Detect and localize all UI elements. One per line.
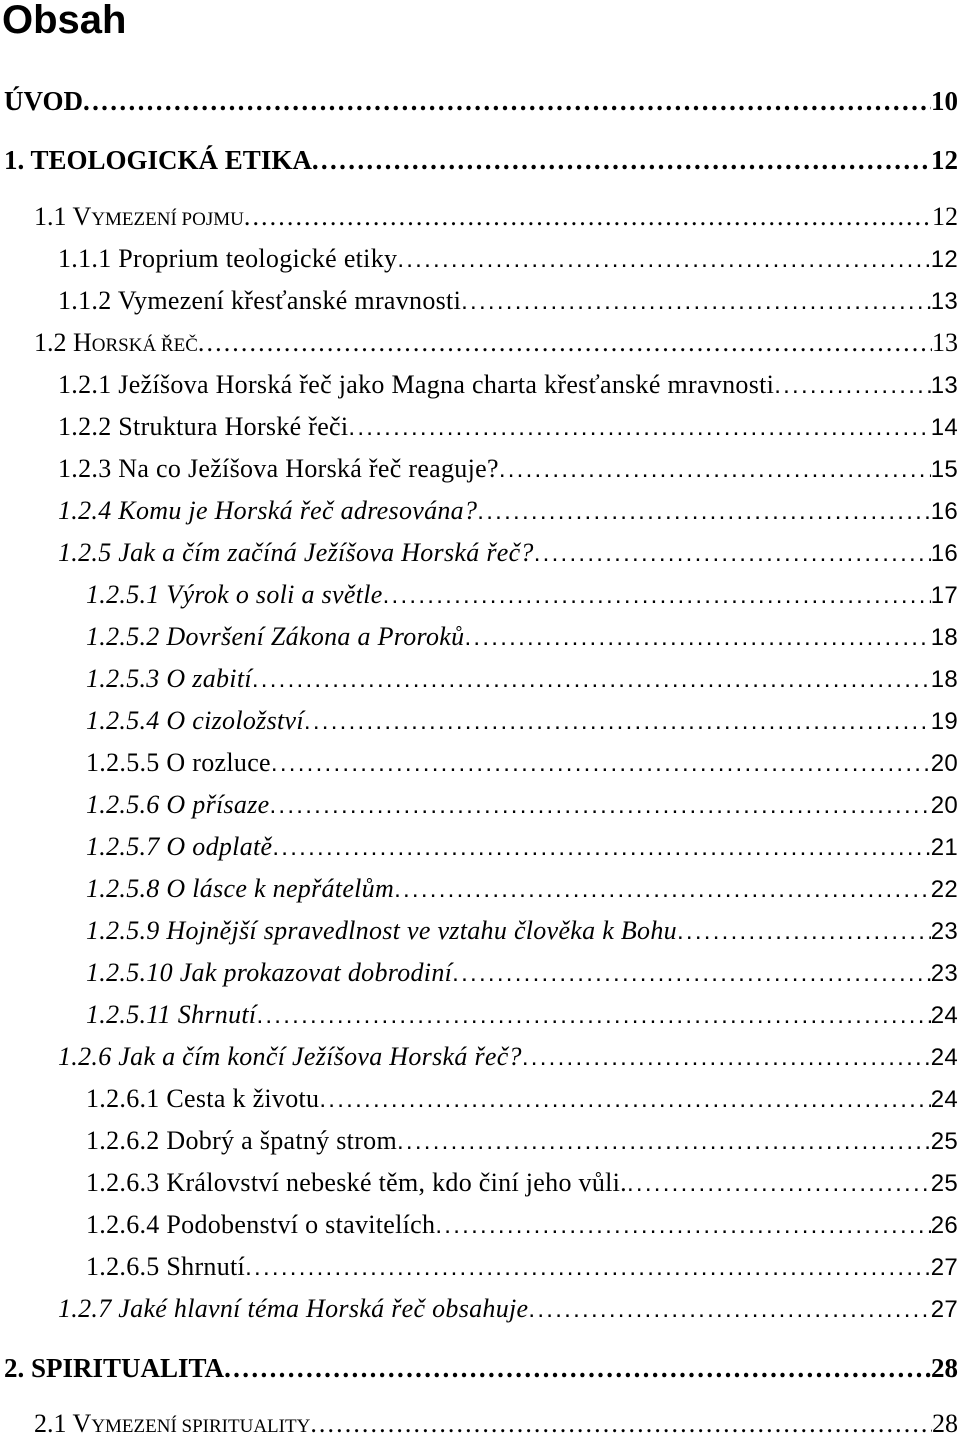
toc-page-number: 26 xyxy=(930,1212,958,1239)
toc-page-number: 16 xyxy=(930,498,958,525)
toc-label-part: 1.2 H xyxy=(34,328,92,357)
toc-label: 1.2.5.2 Dovršení Zákona a Proroků xyxy=(86,622,465,651)
toc-page-number: 24 xyxy=(930,1086,958,1113)
toc-page-number: 28 xyxy=(932,1409,958,1438)
toc-label: 1.2.6.2 Dobrý a špatný strom xyxy=(86,1126,397,1155)
toc-entry-jak-zacina[interactable] xyxy=(58,538,958,572)
toc-entry-kralovstvi-nebeske[interactable] xyxy=(86,1168,958,1202)
toc-page-number: 25 xyxy=(930,1170,958,1197)
toc-label: 1.2.6.3 Království nebeské těm, kdo činí jeho vůli. xyxy=(86,1168,627,1197)
toc-page-number: 27 xyxy=(930,1254,958,1281)
toc-label: 1.2.5.11 Shrnutí xyxy=(86,1000,257,1029)
toc-label xyxy=(34,1409,310,1442)
toc-page-number: 18 xyxy=(930,624,958,651)
dot-leader xyxy=(271,749,931,779)
toc-label: 1.2.5.3 O zabití xyxy=(86,664,252,693)
toc-entry-o-zabiti[interactable] xyxy=(86,664,958,698)
toc-entry-dovrseni-zakona[interactable] xyxy=(86,622,958,656)
toc-label-part: 2.1 V xyxy=(34,1409,92,1438)
toc-label-smallcaps: YMEZENÍ SPIRITUALITY xyxy=(91,1416,311,1437)
toc-entry-dobrodini[interactable] xyxy=(86,958,958,992)
toc-label: 1.2.5.4 O cizoložství xyxy=(86,706,304,735)
toc-entry-shrnuti-2[interactable] xyxy=(86,1252,958,1286)
toc-entry-uvod[interactable] xyxy=(4,86,958,120)
dot-leader xyxy=(256,1001,930,1031)
toc-label xyxy=(34,202,244,235)
toc-entry-vymezeni-spirituality[interactable] xyxy=(34,1409,958,1443)
toc-page-number: 13 xyxy=(930,372,958,399)
toc-page-number: 25 xyxy=(930,1128,958,1155)
toc-entry-teologicka-etika[interactable] xyxy=(4,145,958,179)
toc-entry-magna-charta[interactable] xyxy=(58,370,958,404)
dot-leader xyxy=(244,202,932,232)
toc-page-number: 28 xyxy=(931,1353,958,1383)
dot-leader xyxy=(319,1085,930,1115)
dot-leader xyxy=(522,1043,931,1073)
toc-entry-cesta-k-zivotu[interactable] xyxy=(86,1084,958,1118)
toc-label: 1.1.2 Vymezení křesťanské mravnosti xyxy=(58,286,462,315)
dot-leader xyxy=(464,623,930,653)
dot-leader xyxy=(477,497,930,527)
toc-page-number: 24 xyxy=(930,1044,958,1071)
toc-label: 1.2.1 Ježíšova Horská řeč jako Magna charta křesťanské mravnosti xyxy=(58,370,775,399)
toc-entry-hlavni-tema[interactable] xyxy=(58,1294,958,1328)
toc-page-number: 21 xyxy=(930,834,958,861)
toc-label: 1.2.5.1 Výrok o soli a světle xyxy=(86,580,383,609)
toc-label: 1.2.4 Komu je Horská řeč adresována? xyxy=(58,496,478,525)
dot-leader xyxy=(774,371,931,401)
toc-entry-o-odplate[interactable] xyxy=(86,832,958,866)
dot-leader xyxy=(534,539,931,569)
toc-page-number: 10 xyxy=(931,86,958,116)
toc-label: 1.2.5 Jak a čím začíná Ježíšova Horská řeč? xyxy=(58,538,534,567)
toc-entry-komu-adresovana[interactable] xyxy=(58,496,958,530)
toc-entry-spiritualita[interactable] xyxy=(4,1353,958,1387)
toc-page-number: 15 xyxy=(930,456,958,483)
toc-entry-sul-svetlo[interactable] xyxy=(86,580,958,614)
toc-page-number: 24 xyxy=(930,1002,958,1029)
dot-leader xyxy=(198,328,932,358)
toc-label-smallcaps: ORSKÁ ŘEČ xyxy=(91,335,198,356)
dot-leader xyxy=(397,245,930,275)
dot-leader xyxy=(270,791,931,821)
toc-label: 1.2.5.10 Jak prokazovat dobrodiní xyxy=(86,958,453,987)
dot-leader xyxy=(397,1127,931,1157)
toc-label-part: 1.1 V xyxy=(34,202,92,231)
toc-label: 1.2.5.5 O rozluce xyxy=(86,748,271,777)
toc-label: 1.2.5.7 O odplatě xyxy=(86,832,273,861)
toc-entry-na-co-reaguje[interactable] xyxy=(58,454,958,488)
dot-leader xyxy=(677,917,931,947)
toc-label: 1.2.3 Na co Ježíšova Horská řeč reaguje? xyxy=(58,454,499,483)
dot-leader xyxy=(272,833,930,863)
toc-entry-o-rozluce[interactable] xyxy=(86,748,958,782)
dot-leader xyxy=(394,875,931,905)
toc-label xyxy=(34,328,198,361)
toc-label: ÚVOD xyxy=(4,86,83,116)
toc-label: 1.2.5.9 Hojnější spravedlnost ve vztahu člověka k Bohu xyxy=(86,916,677,945)
toc-label: 1.1.1 Proprium teologické etiky xyxy=(58,244,398,273)
toc-page-number: 17 xyxy=(930,582,958,609)
page-title: Obsah xyxy=(2,0,127,42)
toc-page-number: 12 xyxy=(932,202,958,231)
toc-label: 1.2.6.4 Podobenství o stavitelích xyxy=(86,1210,436,1239)
toc-page-number: 12 xyxy=(931,145,958,175)
toc-entry-horska-rec[interactable] xyxy=(34,328,958,362)
toc-page-number: 20 xyxy=(930,792,958,819)
toc-label: 1.2.6.5 Shrnutí xyxy=(86,1252,246,1281)
toc-entry-vymezeni-mravnosti[interactable] xyxy=(58,286,958,320)
toc-entry-jak-konci[interactable] xyxy=(58,1042,958,1076)
dot-leader xyxy=(383,581,931,611)
toc-label: 1.2.6.1 Cesta k životu xyxy=(86,1084,320,1113)
dot-leader xyxy=(224,1353,931,1383)
toc-page-number: 13 xyxy=(930,288,958,315)
dot-leader xyxy=(461,287,931,317)
toc-entry-proprium[interactable] xyxy=(58,244,958,278)
toc-label: 1. TEOLOGICKÁ ETIKA xyxy=(4,145,312,175)
toc-label: 1.2.5.8 O lásce k nepřátelům xyxy=(86,874,395,903)
toc-page-number: 12 xyxy=(930,246,958,273)
dot-leader xyxy=(348,413,930,443)
toc-label: 1.2.7 Jaké hlavní téma Horská řeč obsahuje xyxy=(58,1294,529,1323)
toc-page-number: 19 xyxy=(930,708,958,735)
dot-leader xyxy=(452,959,931,989)
dot-leader xyxy=(499,455,931,485)
dot-leader xyxy=(304,707,931,737)
dot-leader xyxy=(310,1409,932,1439)
toc-entry-laska-nepratele[interactable] xyxy=(86,874,958,908)
toc-entry-hojnejsi-spravedlnost[interactable] xyxy=(86,916,958,950)
toc-entry-vymezeni-pojmu[interactable] xyxy=(34,202,958,236)
toc-label: 1.2.5.6 O přísaze xyxy=(86,790,270,819)
toc-entry-dobry-spatny-strom[interactable] xyxy=(86,1126,958,1160)
toc-entry-o-cizolozstvi[interactable] xyxy=(86,706,958,740)
toc-page-number: 13 xyxy=(932,328,958,357)
toc-entry-podobenstvi-stavitele[interactable] xyxy=(86,1210,958,1244)
toc-entry-shrnuti-1[interactable] xyxy=(86,1000,958,1034)
dot-leader xyxy=(435,1211,930,1241)
toc-page-number: 23 xyxy=(930,960,958,987)
toc-page-number: 14 xyxy=(930,414,958,441)
toc-page-number: 27 xyxy=(930,1296,958,1323)
toc-page-number: 20 xyxy=(930,750,958,777)
toc-page-number: 22 xyxy=(930,876,958,903)
dot-leader xyxy=(312,145,931,175)
dot-leader xyxy=(627,1169,931,1199)
toc-page-number: 23 xyxy=(930,918,958,945)
dot-leader xyxy=(528,1295,930,1325)
toc-page-number: 18 xyxy=(930,666,958,693)
toc-label: 1.2.2 Struktura Horské řeči xyxy=(58,412,349,441)
toc-label: 1.2.6 Jak a čím končí Ježíšova Horská řeč? xyxy=(58,1042,522,1071)
toc-entry-struktura[interactable] xyxy=(58,412,958,446)
dot-leader xyxy=(252,665,931,695)
dot-leader xyxy=(245,1253,931,1283)
toc-label: 2. SPIRITUALITA xyxy=(4,1353,225,1383)
dot-leader xyxy=(83,86,931,116)
toc-page-number: 16 xyxy=(930,540,958,567)
toc-entry-o-prisaze[interactable] xyxy=(86,790,958,824)
toc-label-smallcaps: YMEZENÍ POJMU xyxy=(91,209,244,230)
